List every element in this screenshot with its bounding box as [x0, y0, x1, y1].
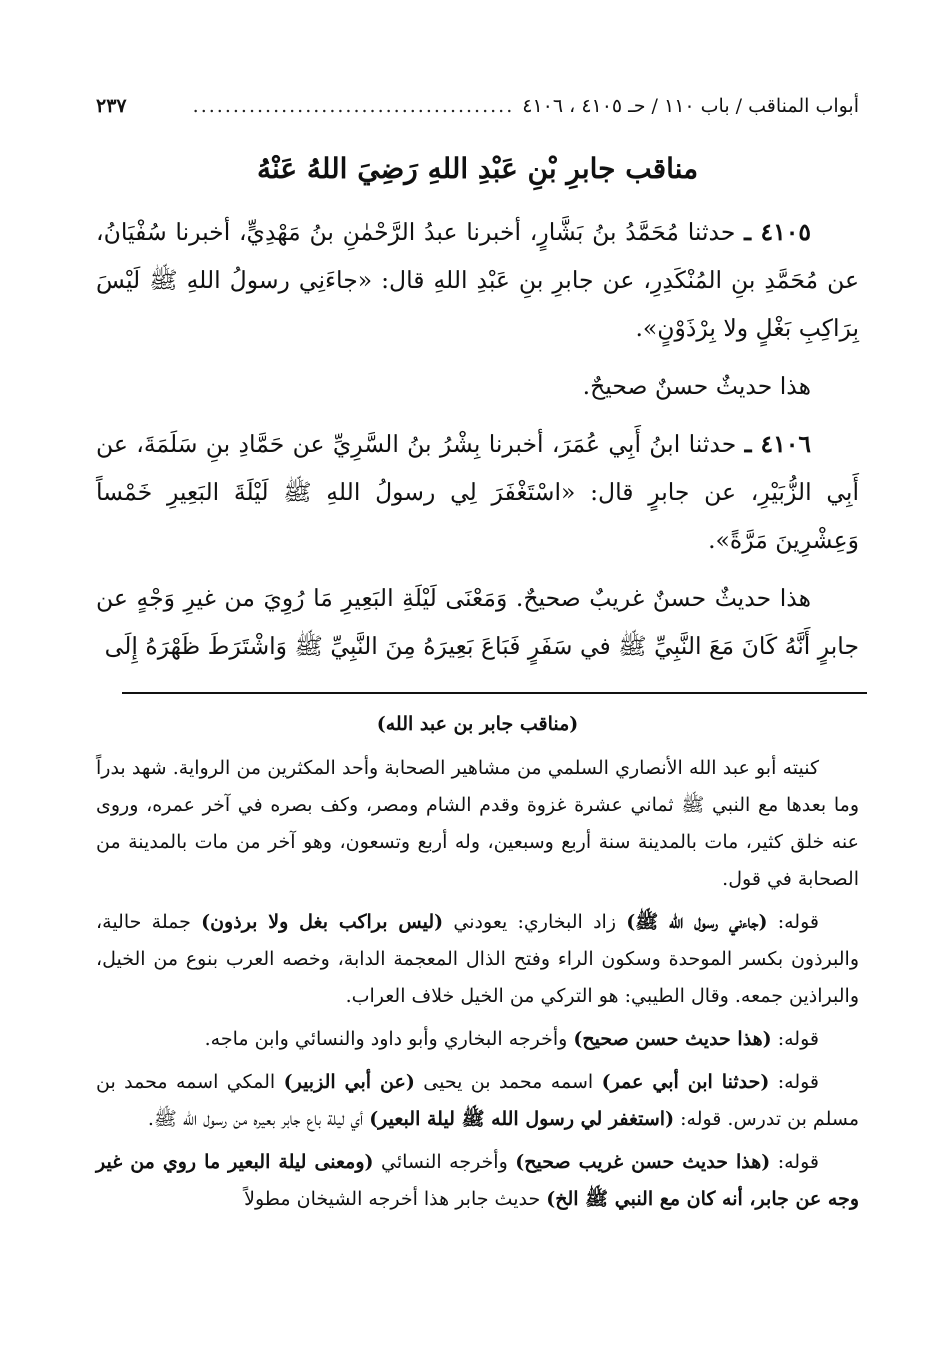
- quoted-phrase: (ليس براكب بغل ولا برذون): [201, 911, 444, 933]
- commentary-text: وأخرجه البخاري وأبو داود والنسائي وابن ماجه.: [204, 1028, 574, 1050]
- commentary-body: [96, 750, 859, 1218]
- commentary-paragraph: [96, 1021, 859, 1058]
- hadith-text: حدثنا مُحَمَّدُ بنُ بَشَّارٍ، أخبرنا عبدُ الرَّحْمٰنِ بنُ مَهْدِيٍّ، أخبرنا سُفْيَانُ، عن مُحَمَّدِ بنِ المُنْكَدِرِ، عن جابرِ بنِ عَبْدِ اللهِ قال: «جاءَنِي رسولُ اللهِ ﷺ لَيْسَ بِرَاكِبِ بَغْلٍ ولا بِرْذَوْنٍ».: [96, 218, 859, 342]
- commentary-text: قوله:: [769, 1071, 820, 1093]
- commentary-text: زاد البخاري: يعودني: [443, 911, 627, 933]
- commentary-paragraph: [96, 1144, 859, 1218]
- hadith-body: [96, 208, 859, 670]
- quoted-phrase: (عن أبي الزبير): [283, 1071, 415, 1093]
- commentary-text: اسمه محمد بن يحيى: [414, 1071, 602, 1093]
- footnote-divider: [122, 692, 867, 694]
- running-head: [96, 86, 859, 126]
- quoted-phrase: (هذا حديث حسن صحيح): [573, 1028, 772, 1050]
- quoted-phrase: (جاءني رسول الله ﷺ): [626, 911, 768, 933]
- hadith-grade: هذا حديثٌ حسنٌ صحيحٌ.: [582, 372, 811, 400]
- commentary-paragraph: [96, 904, 859, 1015]
- commentary-text: جملة حالية، والبرذون بكسر الموحدة وسكون الراء وفتح الذال المعجمة الدابة، وخصه العرب بنوع من الخيل، والبراذين جمعه. وقال الطيبي: هو التركي من الخيل خلاف العراب.: [96, 911, 859, 1007]
- commentary-text: المكي اسمه محمد بن مسلم بن تدرس. قوله:: [96, 1071, 859, 1130]
- hadith-number: ٤١٠٦ ـ: [744, 430, 811, 458]
- hadith-grade: هذا حديثٌ حسنٌ غريبٌ صحيحٌ. وَمَعْنَى لَيْلَةِ البَعِيرِ مَا رُوِيَ من غيرِ وَجْهٍ عن جابرٍ أَنَّهُ كَانَ مَعَ النَّبِيِّ ﷺ في سَفَرٍ فَبَاعَ بَعِيرَهُ مِنَ النَّبِيِّ ﷺ وَاشْتَرَطَ ظَهْرَهُ إِلَى: [96, 584, 859, 660]
- quoted-phrase: (ومعنى ليلة البعير ما روي من غير وجه عن جابر، أنه كان مع النبي ﷺ الخ): [96, 1151, 859, 1210]
- commentary-text: قوله:: [771, 1028, 819, 1050]
- commentary-title: (مناقب جابر بن عبد الله): [376, 713, 579, 735]
- hadith-4106: [96, 420, 859, 564]
- commentary: [96, 704, 859, 1218]
- hadith-number: ٤١٠٥ ـ: [744, 218, 811, 246]
- quoted-phrase: (حدثنا ابن أبي عمر): [601, 1071, 770, 1093]
- commentary-paragraph: [96, 1064, 859, 1138]
- commentary-text: قوله:: [767, 911, 819, 933]
- commentary-paragraph: [96, 750, 859, 898]
- dot-leader: ........................................: [192, 95, 515, 117]
- page-number: ٢٣٧: [96, 95, 127, 117]
- quoted-phrase: (استغفر لي رسول الله ﷺ ليلة البعير): [369, 1108, 675, 1130]
- running-head-title: أبواب المناقب / باب ١١٠ / حـ ٤١٠٥ ، ٤١٠٦: [522, 95, 859, 117]
- hadith-4105: [96, 208, 859, 352]
- commentary-text: كنيته أبو عبد الله الأنصاري السلمي من مشاهير الصحابة وأحد المكثرين من الرواية. شهد بدراً وما بعدها مع النبي ﷺ ثماني عشرة غزوة وقدم الشام ومصر، وكف بصره في آخر عمره، وروى عنه خلق كثير، مات بالمدينة سنة أربع وسبعين، وله أربع وتسعون، وهو آخر من مات بالمدينة من الصحابة في قول.: [96, 757, 859, 890]
- commentary-text: حديث جابر هذا أخرجه الشيخان مطولاً: [244, 1188, 547, 1210]
- commentary-text: أي ليلة باع جابر بعيره من رسول الله ﷺ.: [147, 1108, 370, 1130]
- quoted-phrase: (هذا حديث حسن غريب صحيح): [515, 1151, 771, 1173]
- commentary-text: وأخرجه النسائي: [373, 1151, 516, 1173]
- chapter-title: مناقب جابرِ بْنِ عَبْدِ اللهِ رَضِيَ اللهُ عَنْهُ: [256, 152, 699, 185]
- hadith-text: حدثنا ابنُ أَبِي عُمَرَ، أخبرنا بِشْرُ بنُ السَّرِيِّ عن حَمَّادِ بنِ سَلَمَةَ، عن أَبِي الزُّبَيْرِ، عن جابرٍ قال: «اسْتَغْفَرَ لِي رسولُ اللهِ ﷺ لَيْلَةَ البَعِيرِ خَمْساً وَعِشْرِينَ مَرَّةً».: [96, 430, 859, 554]
- commentary-text: قوله:: [770, 1151, 819, 1173]
